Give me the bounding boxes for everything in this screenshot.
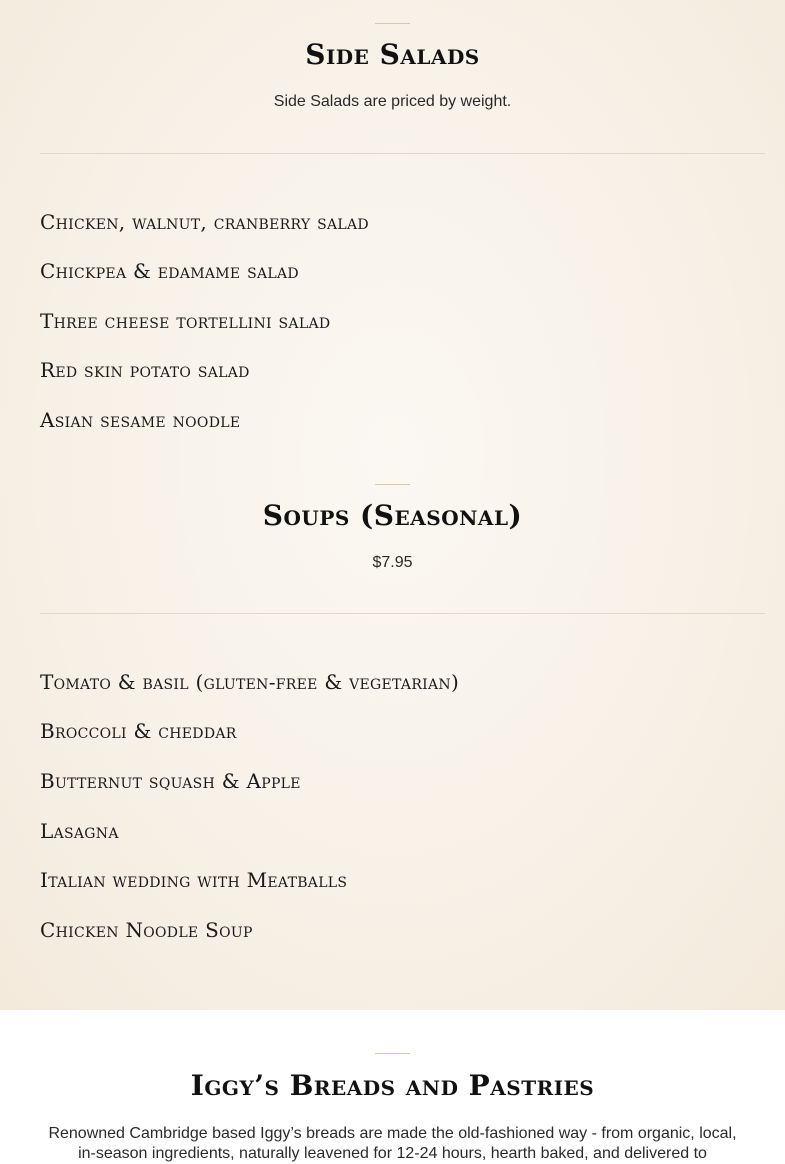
menu-item: Asian sesame noodle — [40, 408, 241, 432]
menu-item: Lasagna — [40, 819, 119, 843]
soups-title: Soups (Seasonal) — [262, 499, 523, 532]
section-accent-divider — [375, 23, 410, 24]
breads-description: Renowned Cambridge based Iggy’s breads are made the old-fashioned way - from organic, local, in-season ingredients, naturally leavened for 12-24 hours, hearth baked, and delivered to — [48, 1125, 737, 1162]
menu-item: Italian wedding with Meatballs — [40, 868, 348, 892]
section-accent-divider — [375, 1053, 410, 1054]
section-rule — [40, 613, 765, 614]
menu-item: Chicken, walnut, cranberry salad — [40, 210, 369, 234]
menu-item: Chickpea & edamame salad — [40, 259, 299, 283]
menu-item: Broccoli & cheddar — [40, 719, 237, 743]
breads-title: Iggy’s Breads and Pastries — [190, 1069, 595, 1102]
menu-item: Butternut squash & Apple — [40, 769, 301, 793]
section-accent-divider — [375, 484, 410, 485]
soups-price: $7.95 — [372, 554, 413, 571]
side-salads-subtitle: Side Salads are priced by weight. — [273, 93, 512, 110]
section-rule — [40, 153, 765, 154]
menu-item: Three cheese tortellini salad — [40, 309, 331, 333]
menu-item: Chicken Noodle Soup — [40, 918, 253, 942]
menu-item: Tomato & basil (gluten-free & vegetarian) — [40, 670, 460, 694]
menu-item: Red skin potato salad — [40, 358, 250, 382]
side-salads-title: Side Salads — [305, 38, 480, 71]
